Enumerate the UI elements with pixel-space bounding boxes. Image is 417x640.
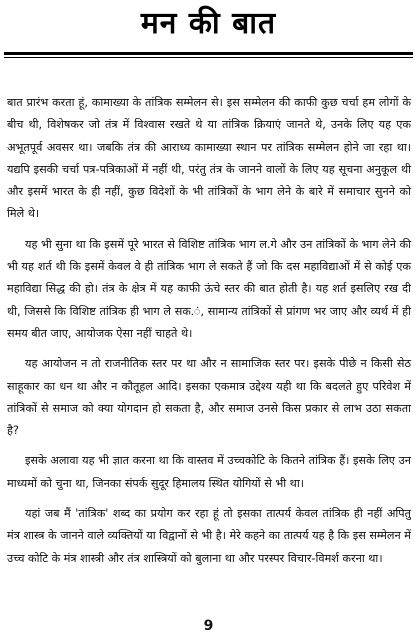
page-number: 9 (203, 618, 214, 634)
paragraph: यहां जब मैं 'तांत्रिक' शब्द का प्रयोग कर रहा हूं तो इसका तात्पर्य केवल तांत्रिक ही नहीं अपितु मंत्र शास्त्र के जानने वाले व्यक्तियों या विद्वानों से भी है। मेरे कहने का तात्पर्य यह है कि इस सम्मेलन में उच्च कोटि के मंत्र शास्त्री और तंत्र शास्त्रियों को बुलाना था और परस्पर विचार-विमर्श करना था। (7, 507, 411, 565)
title-rule-thick (4, 52, 413, 55)
body-text (7, 92, 411, 578)
title-rule-thin (4, 57, 413, 58)
paragraph: यह आयोजन न तो राजनीतिक स्तर पर था और न सामाजिक स्तर पर। इसके पीछे न किसी सेठ साहूकार का धन था और न कौतूहल आदि। इसका एकमात्र उद्देश्य यही था कि बदलते हुए परिवेश में तांत्रिकों से समाज को क्या योगदान हो सकता है, और समाज उनसे किस प्रकार से लाभ उठा सकता है? (7, 357, 411, 438)
paragraph: बात प्रारंभ करता हूं, कामाख्या के तांत्रिक सम्मेलन से। इस सम्मेलन की काफी कुछ चर्चा हम लोगों के बीच थी, विशेषकर जो तंत्र में विश्वास रखते थे या तांत्रिक क्रियाएं जानते थे, उनके लिए यह एक अभूतपूर्व अवसर था। जबकि तंत्र की आराध्य कामाख्या स्थान पर तांत्रिक सम्मेलन होने जा रहा था। यद्यपि इसकी चर्चा पत्र-पत्रिकाओं में नहीं थी, परंतु तंत्र के जानने वालों के लिए यह सूचना अनुकूल थी और इसमें भारत के ही नहीं, कुछ विदेशों के भी तांत्रिकों के भाग लेने के बारे में समाचार सुनने को मिले थे। (7, 96, 411, 221)
paragraph: यह भी सुना था कि इसमें पूरे भारत से विशिष्ट तांत्रिक भाग ल.गे और उन तांत्रिकों के भाग लेने की भी यह शर्त थी कि इसमें केवल वे ही तांत्रिक भाग ले सकते हैं जो कि दस महाविद्याओं में से कोई एक महाविद्या सिद्ध की हो। तंत्र के क्षेत्र में यह काफी ऊंचे स्तर की बात होती है। यह शर्त इसलिए रख दी थी, जिससे कि विशिष्ट तांत्रिक ही भाग ले सक.ं, सामान्य तांत्रिकों से प्रांगण भर जाए और व्यर्थ में ही समय बीत जाए, आयोजक ऐसा नहीं चाहते थे। (7, 237, 411, 340)
paragraph: इसके अलावा यह भी ज्ञात करना था कि वास्तव में उच्चकोटि के कितने तांत्रिक हैं। इसके लिए उन माध्यमों को चुना था, जिनका संपर्क सुदूर हिमालय स्थित योगियों से भी था। (7, 454, 411, 490)
page-title: मन की बात (140, 6, 277, 41)
